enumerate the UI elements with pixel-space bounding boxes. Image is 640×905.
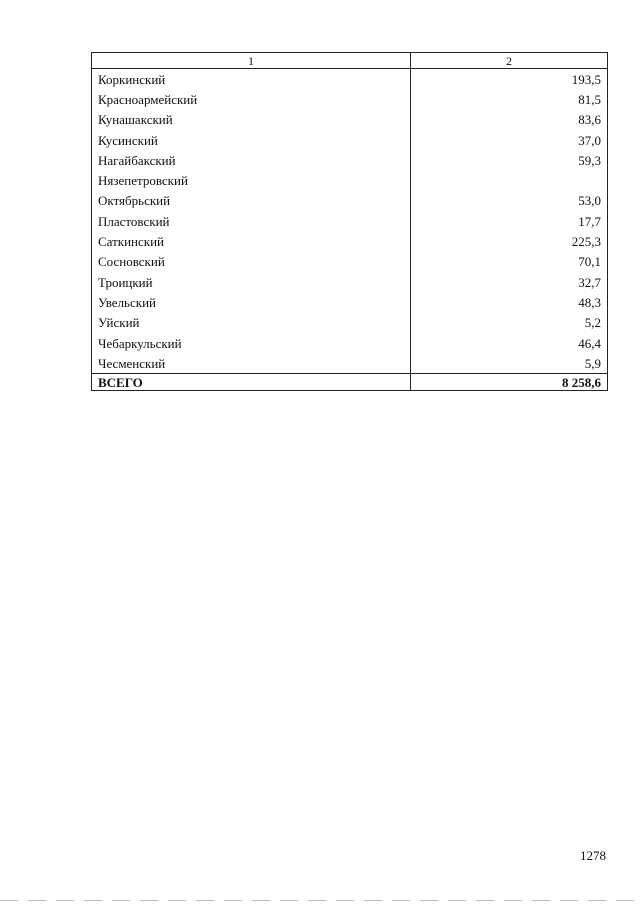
- table-row: [92, 252, 608, 272]
- district-name: Красноармейский: [92, 89, 411, 109]
- page-number: 1278: [580, 848, 606, 863]
- table-row: [92, 69, 608, 90]
- scan-edge-divider: [0, 900, 640, 901]
- district-value: 59,3: [411, 150, 608, 170]
- district-name: Троицкий: [92, 272, 411, 292]
- district-value: 17,7: [411, 211, 608, 231]
- district-value: 37,0: [411, 130, 608, 150]
- table-row: [92, 333, 608, 353]
- district-value: 53,0: [411, 191, 608, 211]
- table-row: [92, 89, 608, 109]
- table-row: [92, 231, 608, 251]
- district-name: Чебаркульский: [92, 333, 411, 353]
- column-header-2: 2: [411, 53, 608, 69]
- district-value: 5,9: [411, 353, 608, 374]
- district-value: [411, 170, 608, 190]
- district-name: Кунашакский: [92, 110, 411, 130]
- district-table: [91, 52, 608, 391]
- total-row: [92, 374, 608, 391]
- table-row: [92, 313, 608, 333]
- table-row: [92, 130, 608, 150]
- table-row: [92, 211, 608, 231]
- district-name: Коркинский: [92, 69, 411, 90]
- district-name: Нязепетровский: [92, 170, 411, 190]
- district-name: Кусинский: [92, 130, 411, 150]
- district-value: 83,6: [411, 110, 608, 130]
- table-row: [92, 191, 608, 211]
- district-value: 48,3: [411, 292, 608, 312]
- district-name: Сосновский: [92, 252, 411, 272]
- table-row: [92, 292, 608, 312]
- district-value: 32,7: [411, 272, 608, 292]
- district-name: Увельский: [92, 292, 411, 312]
- district-name: Саткинский: [92, 231, 411, 251]
- column-header-1: 1: [92, 53, 411, 69]
- district-name: Пластовский: [92, 211, 411, 231]
- district-value: 81,5: [411, 89, 608, 109]
- table-row: [92, 150, 608, 170]
- district-value: 46,4: [411, 333, 608, 353]
- district-value: 5,2: [411, 313, 608, 333]
- district-value: 225,3: [411, 231, 608, 251]
- district-name: Уйский: [92, 313, 411, 333]
- total-label: ВСЕГО: [92, 374, 411, 391]
- table-row: [92, 170, 608, 190]
- district-name: Нагайбакский: [92, 150, 411, 170]
- district-name: Октябрьский: [92, 191, 411, 211]
- table-row: [92, 353, 608, 374]
- district-value: 70,1: [411, 252, 608, 272]
- table-row: [92, 272, 608, 292]
- table-row: [92, 110, 608, 130]
- table-header-row: [92, 53, 608, 69]
- total-value: 8 258,6: [411, 374, 608, 391]
- district-value: 193,5: [411, 69, 608, 90]
- district-name: Чесменский: [92, 353, 411, 374]
